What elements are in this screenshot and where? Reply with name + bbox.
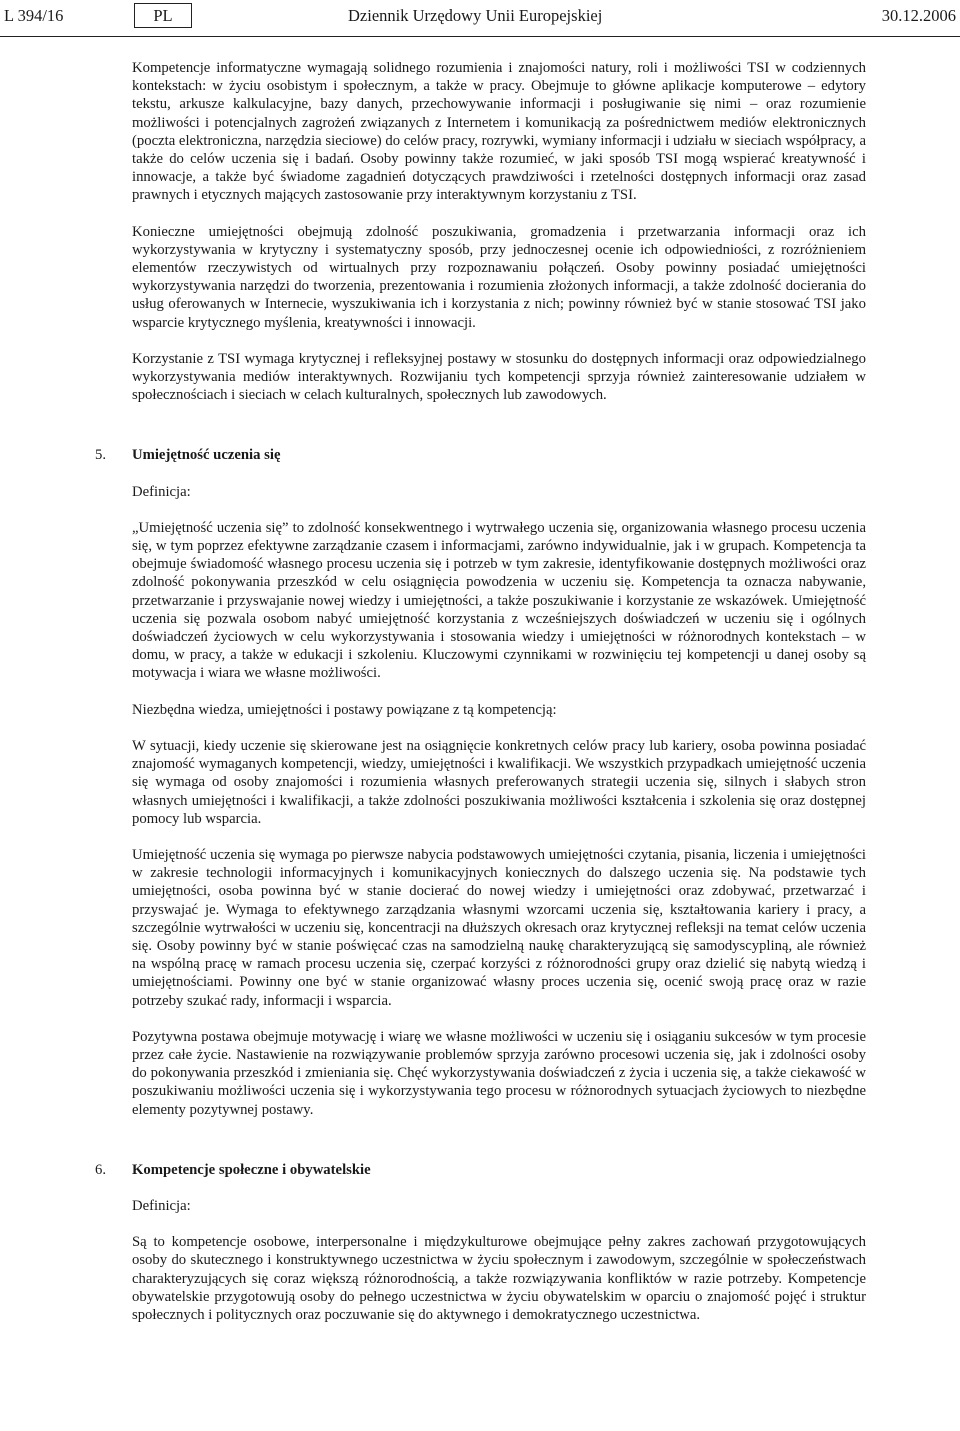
definition-label: Definicja:	[132, 483, 191, 500]
section-number: 6.	[95, 1161, 107, 1178]
intro-paragraph: Korzystanie z TSI wymaga krytycznej i refleksyjnej postawy w stosunku do dostępnych informacji oraz odpowiedzialnego wykorzystywania mediów interaktywnych. Rozwijaniu tych kompetencji sprzyja również zainteresowanie udziałem w społecznościach i sieciach w celach kulturalnych, społecznych lub zawodowych.	[132, 350, 866, 404]
section-heading	[95, 1161, 866, 1179]
intro-paragraph: Kompetencje informatyczne wymagają solidnego rozumienia i znajomości natury, roli i możliwości TSI w codziennych kontekstach: w życiu osobistym i społecznym, a także w pracy. Obejmuje to główne aplikacje komputerowe – edytory tekstu, arkusze kalkulacyjne, bazy danych, przechowywanie informacji i posługiwanie się nimi – oraz rozumienie możliwości i potencjalnych zagrożeń związanych z Internetem i komunikacją za pośrednictwem mediów elektronicznych (poczta elektroniczna, narzędzia sieciowe) do celów pracy, rozrywki, wymiany informacji i udziału w sieciach współpracy, a także do celów uczenia się i badań. Osoby powinny także rozumieć, w jaki sposób TSI mogą wspierać kreatywność i innowacje, a także być świadome zagadnień dotyczących prawdziwości i rzetelności dostępnych informacji oraz zasad prawnych i etycznych mających zastosowanie przy interaktywnym korzystaniu z TSI.	[132, 60, 866, 204]
section-paragraph: „Umiejętność uczenia się” to zdolność konsekwentnego i wytrwałego uczenia się, organizowania własnego procesu uczenia się, w tym poprzez efektywne zarządzanie czasem i informacjami, zarówno indywidualnie, jak i w grupach. Kompetencja ta obejmuje świadomość własnego procesu uczenia się i potrzeb w tym zakresie, identyfikowanie dostępnych możliwości oraz zdolność pokonywania przeszkód w celu osiągnięcia powodzenia w uczeniu się. Kompetencja ta oznacza nabywanie, przetwarzanie i przyswajanie nowej wiedzy i umiejętności, a także poszukiwanie i korzystanie ze wskazówek. Umiejętność uczenia się pozwala osobom nabyć umiejętność korzystania z wcześniejszych doświadczeń w uczeniu się i ogólnych doświadczeń życiowych w celu wykorzystywania i stosowania wiedzy i umiejętności w różnorodnych kontekstach – w domu, w pracy, a także w edukacji i szkoleniu. Kluczowymi czynnikami w rozwinięciu tej kompetencji u danej osoby są motywacja i wiara we własne możliwości.	[132, 519, 866, 682]
section-paragraph: Są to kompetencje osobowe, interpersonalne i międzykulturowe obejmujące pełny zakres zachowań przygotowujących osoby do skutecznego i konstruktywnego uczestnictwa w życiu społecznym i zawodowym, szczególnie w społeczeństwach charakteryzujących się coraz większą różnorodnością, a także rozwiązywania konfliktów w razie potrzeby. Kompetencje obywatelskie przygotowują osoby do pełnego uczestnictwa w życiu obywatelskim w oparciu o znajomość pojęć i struktur społecznych i politycznych oraz poczuwanie się do aktywnego i demokratycznego uczestnictwa.	[132, 1234, 866, 1323]
definition-label: Definicja:	[132, 1197, 191, 1214]
publication-date: 30.12.2006	[881, 6, 956, 25]
section-6	[95, 1161, 866, 1324]
language-badge: PL	[134, 3, 192, 28]
page-header	[0, 0, 960, 40]
intro-paragraph: Konieczne umiejętności obejmują zdolność poszukiwania, gromadzenia i przetwarzania informacji oraz ich wykorzystywania w krytyczny i systematyczny sposób, przy jednoczesnej ocenie ich odpowiedniości, z rozróżnieniem elementów rzeczywistych od wirtualnych przy rozpoznawaniu połączeń. Osoby powinny posiadać umiejętności wykorzystywania narzędzi do tworzenia, prezentowania i rozumienia złożonych informacji, a także zdolność docierania do usług oferowanych w Internecie, wyszukiwania ich i korzystania z nich; powinny również być w stanie stosować TSI jako wsparcie krytycznego myślenia, kreatywności i innowacji.	[132, 223, 866, 331]
section-number: 5.	[95, 447, 107, 464]
journal-title: Dziennik Urzędowy Unii Europejskiej	[348, 6, 603, 25]
section-paragraph: Umiejętność uczenia się wymaga po pierwsze nabycia podstawowych umiejętności czytania, pisania, liczenia i umiejętności w zakresie technologii informacyjnych i komunikacyjnych koniecznych do dalszego uczenia się. Na podstawie tych umiejętności, osoba powinna być w stanie docierać do nowej wiedzy i umiejętności oraz zdobywać, przetwarzać i przyswajać je. Wymaga to efektywnego zarządzania własnymi wzorcami uczenia się, kształtowania kariery i pracy, a szczególnie wytrwałości w uczeniu się, koncentracji na dłuższych okresach oraz krytycznej refleksji na temat celów uczenia się. Osoby powinny być w stanie poświęcać czas na samodzielną naukę charakteryzującą się samodyscypliną, ale również na wspólną pracę w ramach procesu uczenia się, czerpać korzyści z różnorodności grupy oraz dzielić się nabytą wiedzą i umiejętnościami. Powinny one być w stanie organizować własny proces uczenia się, ocenić swoją pracę oraz w razie potrzeby szukać rady, informacji i wsparcia.	[132, 846, 866, 1009]
document-body	[95, 59, 866, 1324]
section-title: Umiejętność uczenia się	[132, 447, 281, 464]
section-paragraph: Pozytywna postawa obejmuje motywację i wiarę we własne możliwości w uczeniu się i osiąganiu sukcesów w tym procesie przez całe życie. Nastawienie na rozwiązywanie problemów sprzyja zarówno procesowi uczenia się, jak i zdolności osoby do pokonywania przeszkód i zmieniania się. Chęć wykorzystywania doświadczeń z życia i uczenia się, a także ciekawość w poszukiwaniu możliwości uczenia się i wykorzystywania tego procesu w różnorodnych sytuacjach życiowych to niezbędne elementy pozytywnej postawy.	[132, 1028, 866, 1118]
page-reference: L 394/16	[4, 6, 64, 25]
section-heading	[95, 446, 866, 464]
section-5	[95, 446, 866, 1118]
section-title: Kompetencje społeczne i obywatelskie	[132, 1161, 371, 1178]
section-paragraph: W sytuacji, kiedy uczenie się skierowane jest na osiągnięcie konkretnych celów pracy lub kariery, osoba powinna posiadać znajomość wymaganych kompetencji, wiedzy, umiejętności i kwalifikacji. We wszystkich przypadkach umiejętność uczenia się wymaga od osoby znajomości i rozumienia własnych preferowanych strategii uczenia się, silnych i słabych stron własnych umiejętności i kwalifikacji, a także zdolności poszukiwania możliwości kształcenia i szkolenia się oraz dostępnej pomocy lub wsparcia.	[132, 737, 866, 827]
section-paragraph: Niezbędna wiedza, umiejętności i postawy powiązane z tą kompetencją:	[132, 701, 557, 718]
header-divider	[0, 36, 960, 37]
